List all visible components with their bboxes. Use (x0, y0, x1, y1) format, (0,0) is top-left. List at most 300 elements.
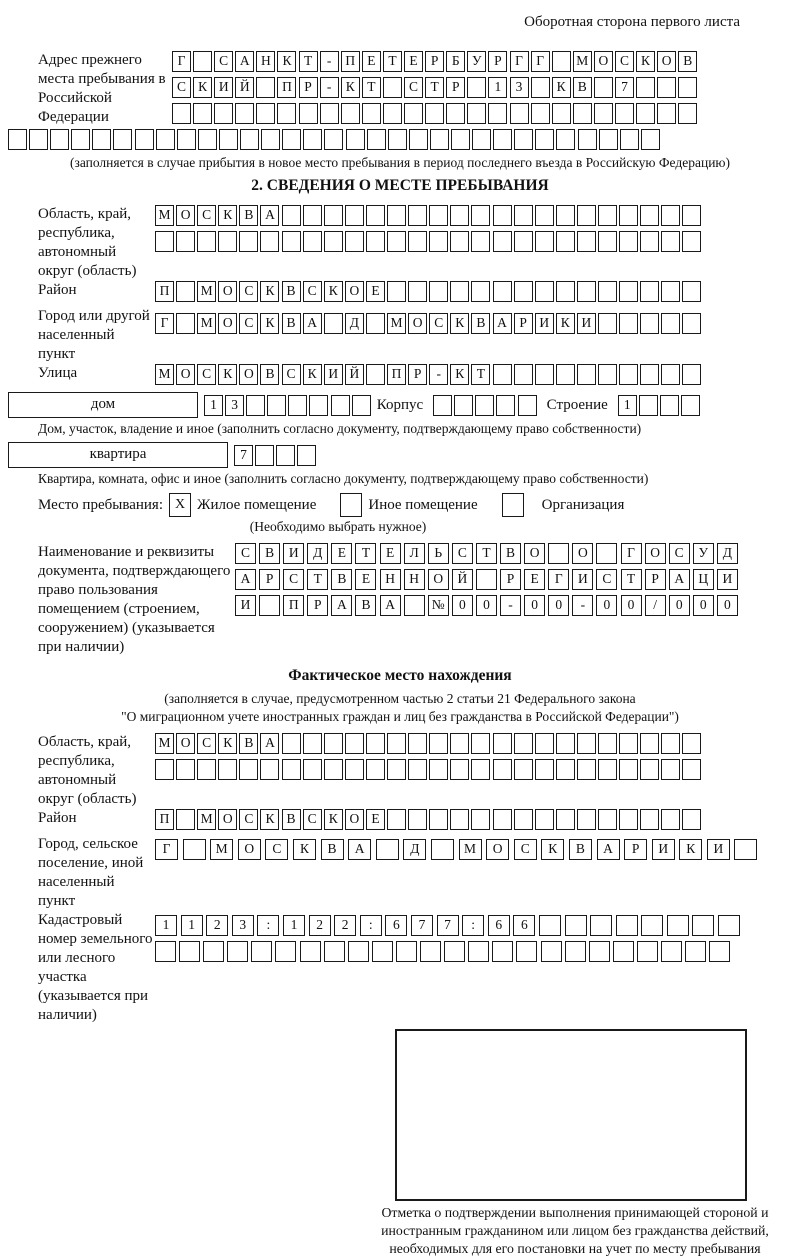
char-box (468, 941, 489, 962)
char-box (256, 77, 275, 98)
char-box: Г (155, 313, 174, 334)
char-box: С (283, 569, 304, 590)
char-box: П (155, 281, 174, 302)
char-box: М (197, 313, 216, 334)
char-box: П (387, 364, 406, 385)
stay-type-row (8, 493, 792, 517)
char-box (450, 205, 469, 226)
char-box: С (239, 281, 258, 302)
char-box (619, 313, 638, 334)
char-box (640, 313, 659, 334)
char-box (341, 103, 360, 124)
char-box: 1 (618, 395, 637, 416)
char-box (71, 129, 90, 150)
actual-region-row-1 (155, 733, 703, 754)
char-box: О (645, 543, 666, 564)
char-box (156, 129, 175, 150)
char-box (198, 129, 217, 150)
char-box (431, 839, 454, 860)
district-block (8, 281, 792, 307)
char-box: О (524, 543, 545, 564)
char-box (596, 543, 617, 564)
char-box (324, 205, 343, 226)
char-box: 3 (232, 915, 254, 936)
char-box (408, 231, 427, 252)
char-box (282, 205, 301, 226)
char-box: С (303, 809, 322, 830)
char-box (444, 941, 465, 962)
char-box: М (573, 51, 592, 72)
char-box: С (404, 77, 423, 98)
char-box (383, 77, 402, 98)
char-box (598, 759, 617, 780)
char-box: 2 (206, 915, 228, 936)
char-box: К (541, 839, 564, 860)
char-box: Е (380, 543, 401, 564)
char-box (324, 759, 343, 780)
char-box: В (282, 809, 301, 830)
char-box: : (462, 915, 484, 936)
char-box: - (572, 595, 593, 616)
char-box: К (552, 77, 571, 98)
stay-type-option-residential: Жилое помещение (197, 496, 317, 513)
char-box (282, 759, 301, 780)
house-box: дом (8, 392, 198, 418)
char-box: И (535, 313, 554, 334)
house-row (8, 392, 792, 418)
char-box: О (345, 281, 364, 302)
char-box (193, 103, 212, 124)
char-box: С (514, 839, 537, 860)
char-box: И (577, 313, 596, 334)
char-box (299, 103, 318, 124)
char-box: К (293, 839, 316, 860)
char-box: К (218, 205, 237, 226)
char-box (366, 733, 385, 754)
char-box: : (360, 915, 382, 936)
char-box (535, 759, 554, 780)
char-box (471, 809, 490, 830)
street-row (155, 364, 703, 385)
char-box (179, 941, 200, 962)
char-box: Р (446, 77, 465, 98)
char-box: С (239, 313, 258, 334)
char-box (682, 231, 701, 252)
char-box (387, 733, 406, 754)
char-box (577, 733, 596, 754)
char-box: Т (476, 543, 497, 564)
char-box (255, 445, 274, 466)
char-box (641, 915, 663, 936)
char-box: В (678, 51, 697, 72)
char-box (155, 759, 174, 780)
char-box (535, 733, 554, 754)
char-box (408, 205, 427, 226)
char-box (177, 129, 196, 150)
char-box (552, 51, 571, 72)
char-box (367, 129, 386, 150)
stroenie-cells (618, 395, 702, 416)
char-box: В (331, 569, 352, 590)
char-box: С (239, 809, 258, 830)
char-box (678, 77, 697, 98)
char-box (590, 915, 612, 936)
char-box (471, 733, 490, 754)
char-box (514, 231, 533, 252)
char-box (366, 364, 385, 385)
char-box (661, 231, 680, 252)
char-box: С (265, 839, 288, 860)
char-box: Д (403, 839, 426, 860)
char-box: Й (452, 569, 473, 590)
char-box: М (155, 205, 174, 226)
char-box: - (429, 364, 448, 385)
char-box (352, 395, 371, 416)
stay-type-option-organization: Организация (541, 496, 625, 513)
char-box: С (235, 543, 256, 564)
char-box: В (259, 543, 280, 564)
char-box: А (235, 51, 254, 72)
char-box (288, 395, 307, 416)
char-box: Т (621, 569, 642, 590)
char-box (599, 129, 618, 150)
char-box (577, 231, 596, 252)
char-box: К (218, 364, 237, 385)
document-row-1 (235, 543, 741, 564)
char-box: С (282, 364, 301, 385)
char-box: В (573, 77, 592, 98)
char-box (404, 595, 425, 616)
char-box: К (277, 51, 296, 72)
char-box: Т (362, 77, 381, 98)
char-box: И (572, 569, 593, 590)
char-box: Т (299, 51, 318, 72)
char-box: О (486, 839, 509, 860)
char-box (267, 395, 286, 416)
char-box (251, 941, 272, 962)
char-box (425, 103, 444, 124)
document-row-3 (235, 595, 741, 616)
char-box: Е (366, 809, 385, 830)
char-box (345, 205, 364, 226)
char-box (682, 205, 701, 226)
char-box: М (210, 839, 233, 860)
street-block (8, 364, 792, 390)
char-box (661, 364, 680, 385)
char-box: : (257, 915, 279, 936)
char-box: Г (155, 839, 178, 860)
char-box (300, 941, 321, 962)
char-box (475, 395, 494, 416)
char-box (193, 51, 212, 72)
char-box (471, 205, 490, 226)
confirmation-stamp-box (395, 1029, 747, 1201)
char-box (345, 759, 364, 780)
char-box: 1 (283, 915, 305, 936)
prev-address-overflow-row (8, 129, 792, 150)
char-box (282, 733, 301, 754)
char-box: С (172, 77, 191, 98)
actual-city-block (8, 835, 792, 911)
char-box: О (594, 51, 613, 72)
char-box (640, 364, 659, 385)
apartment-note: Квартира, комната, офис и иное (заполнить согласно документу, подтверждающему право собственности) (38, 471, 649, 486)
char-box (240, 129, 259, 150)
char-box: 0 (452, 595, 473, 616)
char-box (493, 281, 512, 302)
char-box (531, 103, 550, 124)
char-box: И (707, 839, 730, 860)
stay-type-note: (Необходимо выбрать нужное) (249, 519, 427, 534)
city-block (8, 307, 792, 364)
char-box (471, 231, 490, 252)
char-box (535, 231, 554, 252)
actual-district-row (155, 809, 703, 830)
char-box: Е (355, 569, 376, 590)
char-box (172, 103, 191, 124)
char-box: А (235, 569, 256, 590)
char-box (260, 231, 279, 252)
region-block (8, 205, 792, 281)
char-box: 1 (181, 915, 203, 936)
char-box: В (569, 839, 592, 860)
char-box (682, 281, 701, 302)
char-box: К (218, 733, 237, 754)
char-box (640, 231, 659, 252)
char-box (429, 205, 448, 226)
char-box (619, 733, 638, 754)
char-box: - (320, 51, 339, 72)
char-box: А (669, 569, 690, 590)
char-box (639, 395, 658, 416)
char-box: Т (355, 543, 376, 564)
char-box (556, 733, 575, 754)
char-box (92, 129, 111, 150)
char-box (471, 281, 490, 302)
char-box: Р (488, 51, 507, 72)
char-box: Й (235, 77, 254, 98)
char-box (471, 759, 490, 780)
char-box: Г (172, 51, 191, 72)
page-header-note: Оборотная сторона первого листа (524, 14, 740, 30)
char-box: Т (383, 51, 402, 72)
char-box (640, 809, 659, 830)
char-box (619, 364, 638, 385)
district-label: Район (38, 282, 77, 298)
char-box (598, 281, 617, 302)
char-box (135, 129, 154, 150)
char-box (535, 129, 554, 150)
char-box: Н (256, 51, 275, 72)
char-box (598, 809, 617, 830)
char-box: О (657, 51, 676, 72)
char-box (155, 941, 176, 962)
char-box: 0 (669, 595, 690, 616)
char-box (598, 205, 617, 226)
char-box (429, 733, 448, 754)
char-box (467, 103, 486, 124)
char-box: Р (408, 364, 427, 385)
char-box: 0 (621, 595, 642, 616)
char-box (324, 129, 343, 150)
char-box: О (176, 364, 195, 385)
char-box (345, 733, 364, 754)
char-box (429, 759, 448, 780)
char-box: А (348, 839, 371, 860)
char-box (657, 103, 676, 124)
char-box: Д (307, 543, 328, 564)
char-box (176, 809, 195, 830)
char-box: В (321, 839, 344, 860)
korpus-cells (433, 395, 538, 416)
char-box (408, 809, 427, 830)
char-box: С (615, 51, 634, 72)
char-box: Р (624, 839, 647, 860)
char-box (514, 129, 533, 150)
char-box (640, 759, 659, 780)
char-box (176, 231, 195, 252)
char-box (598, 231, 617, 252)
char-box (493, 809, 512, 830)
char-box: О (239, 364, 258, 385)
char-box (682, 313, 701, 334)
char-box (577, 281, 596, 302)
char-box: А (260, 733, 279, 754)
char-box (556, 759, 575, 780)
char-box: Б (446, 51, 465, 72)
char-box (616, 915, 638, 936)
char-box (577, 205, 596, 226)
char-box (492, 941, 513, 962)
char-box (366, 759, 385, 780)
char-box: О (218, 809, 237, 830)
char-box (408, 281, 427, 302)
stroenie-label: Строение (546, 397, 608, 413)
district-row (155, 281, 703, 302)
char-box (556, 231, 575, 252)
actual-district-block (8, 809, 792, 835)
cadastral-row-2 (155, 941, 744, 962)
char-box (613, 941, 634, 962)
char-box (661, 313, 680, 334)
char-box: С (303, 281, 322, 302)
char-box: К (556, 313, 575, 334)
char-box (450, 281, 469, 302)
char-box: - (320, 77, 339, 98)
char-box (454, 395, 473, 416)
char-box (556, 205, 575, 226)
char-box (303, 759, 322, 780)
char-box (387, 759, 406, 780)
char-box (661, 759, 680, 780)
char-box (450, 809, 469, 830)
char-box: Ц (693, 569, 714, 590)
char-box: 0 (596, 595, 617, 616)
char-box: 6 (385, 915, 407, 936)
char-box (692, 915, 714, 936)
char-box (451, 129, 470, 150)
char-box (331, 395, 350, 416)
city-row (155, 313, 703, 334)
char-box (510, 103, 529, 124)
char-box (619, 281, 638, 302)
char-box (324, 733, 343, 754)
char-box: Т (471, 364, 490, 385)
cadastral-row-1 (155, 915, 744, 936)
prev-address-block (8, 51, 792, 129)
char-box (387, 205, 406, 226)
char-box: С (669, 543, 690, 564)
char-box: А (260, 205, 279, 226)
char-box: Е (524, 569, 545, 590)
char-box (362, 103, 381, 124)
confirmation-stamp-caption: Отметка о подтверждении выполнения принимающей стороной и иностранным гражданином или лицом без гражданства действий, необходимых для его постановки на учет по месту пребывания (381, 1205, 769, 1256)
char-box (594, 77, 613, 98)
actual-region-label: Область, край, республика, автономный округ (область) (38, 734, 137, 807)
actual-city-row (155, 839, 762, 860)
char-box: А (303, 313, 322, 334)
char-box (734, 839, 757, 860)
char-box (366, 231, 385, 252)
char-box: Р (299, 77, 318, 98)
char-box (667, 915, 689, 936)
char-box: - (500, 595, 521, 616)
char-box: 0 (548, 595, 569, 616)
char-box: 1 (488, 77, 507, 98)
char-box (430, 129, 449, 150)
char-box (496, 395, 515, 416)
char-box: С (197, 364, 216, 385)
char-box (282, 231, 301, 252)
char-box: О (218, 313, 237, 334)
char-box (246, 395, 265, 416)
char-box (516, 941, 537, 962)
char-box (640, 281, 659, 302)
char-box (514, 281, 533, 302)
char-box (320, 103, 339, 124)
actual-region-block (8, 733, 792, 809)
char-box: М (197, 281, 216, 302)
char-box (556, 364, 575, 385)
char-box: К (636, 51, 655, 72)
char-box (303, 205, 322, 226)
char-box: К (324, 281, 343, 302)
char-box (620, 129, 639, 150)
city-label: Город или другой населенный пункт (38, 308, 150, 362)
char-box: 7 (234, 445, 253, 466)
char-box (219, 129, 238, 150)
actual-location-note-2: "О миграционном учете иностранных граждан и лиц без гражданства в Российской Федерации") (121, 709, 679, 724)
char-box: К (260, 281, 279, 302)
char-box (420, 941, 441, 962)
char-box (429, 281, 448, 302)
char-box: А (331, 595, 352, 616)
char-box (535, 364, 554, 385)
char-box (324, 231, 343, 252)
char-box: В (282, 281, 301, 302)
char-box (197, 231, 216, 252)
char-box: В (471, 313, 490, 334)
char-box (565, 941, 586, 962)
stay-type-checkbox-residential: X (169, 493, 191, 517)
char-box (309, 395, 328, 416)
char-box (661, 281, 680, 302)
char-box (619, 231, 638, 252)
char-box: И (324, 364, 343, 385)
char-box (345, 231, 364, 252)
cadastral-label: Кадастровый номер земельного или лесного участка (указывается при наличии) (38, 912, 153, 1023)
char-box (259, 595, 280, 616)
